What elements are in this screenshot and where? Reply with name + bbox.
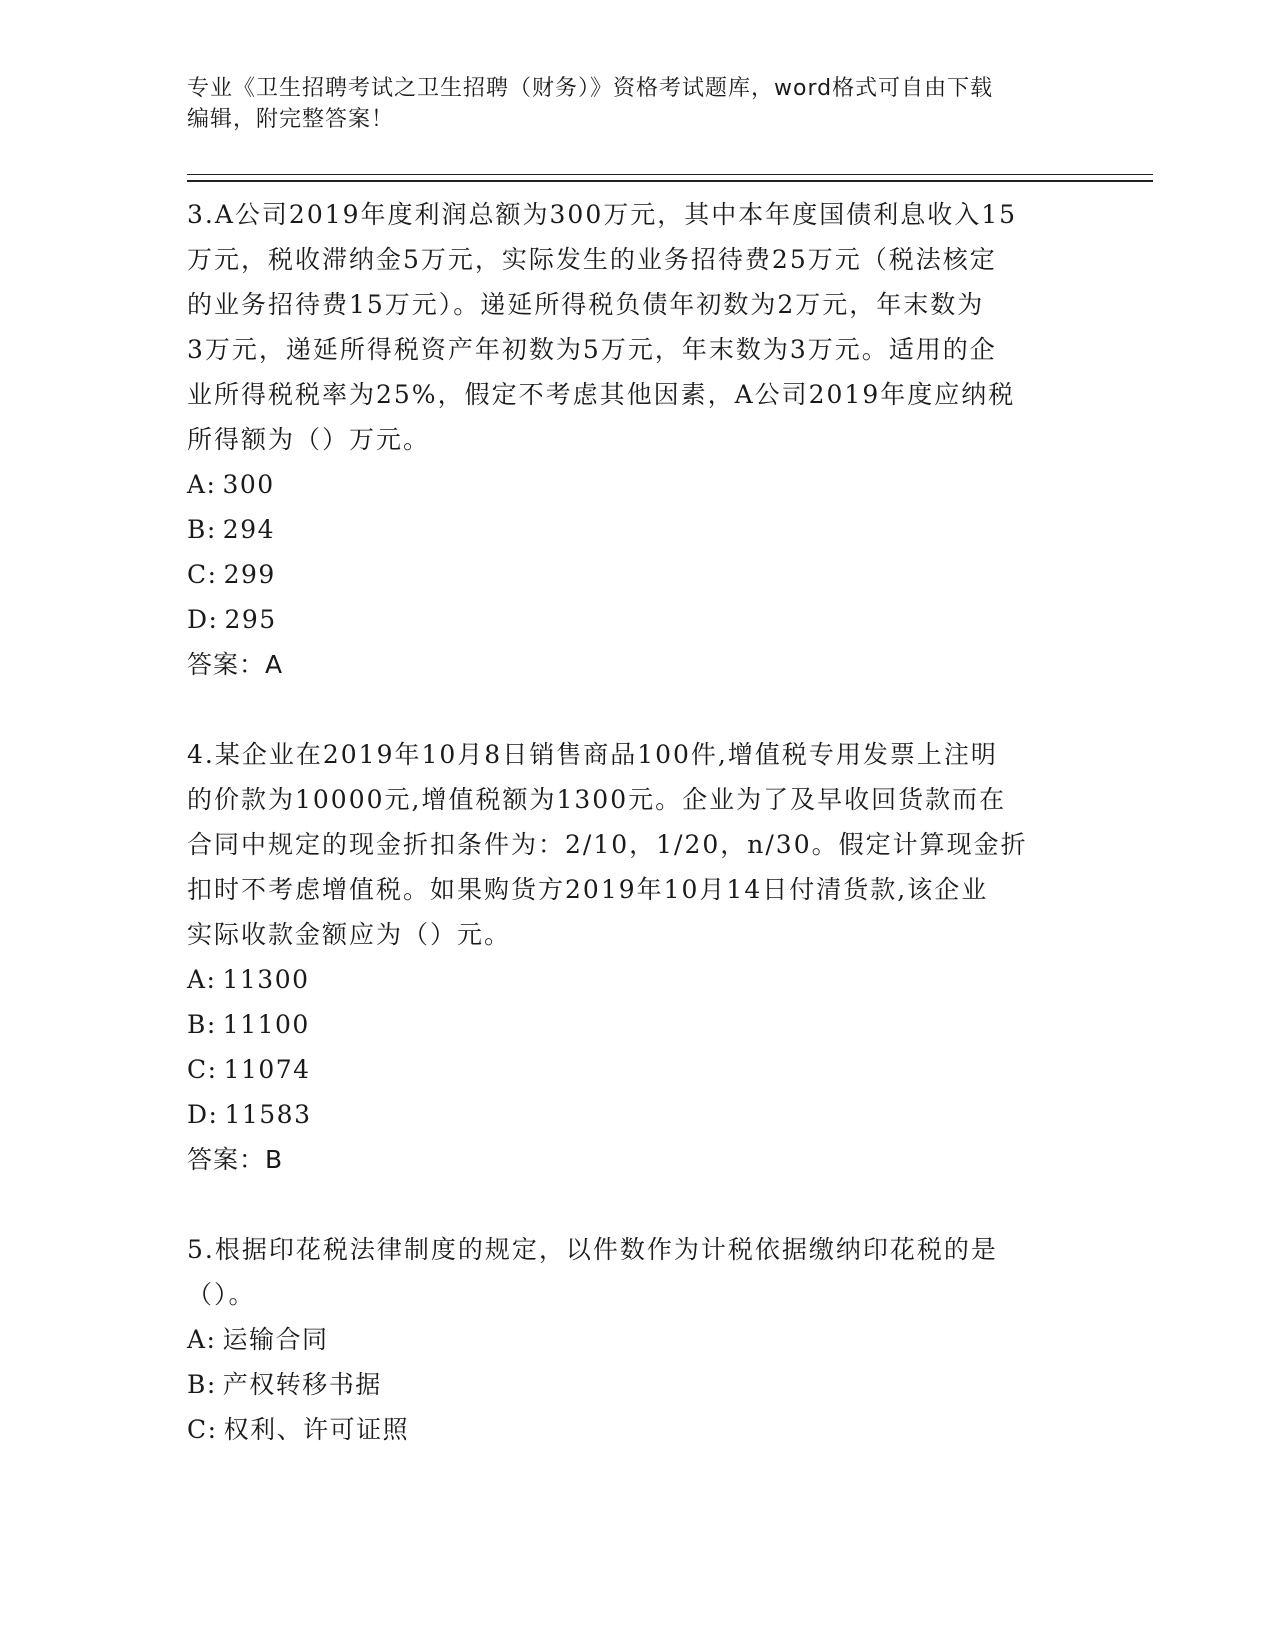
option-d [187, 597, 1087, 642]
option-text: 产权转移书据 [222, 1370, 382, 1399]
option-text: 权利、许可证照 [223, 1415, 410, 1444]
question-stem-line: 3.A公司2019年度利润总额为300万元，其中本年度国债利息收入15 [187, 200, 1018, 229]
option-label: A: [187, 1325, 217, 1354]
option-a [187, 1317, 1087, 1362]
option-a [187, 462, 1087, 507]
question-stem-line: 合同中规定的现金折扣条件为：2/10，1/20，n/30。假定计算现金折 [187, 830, 1028, 859]
option-text: 11583 [224, 1100, 312, 1129]
option-label: A: [187, 965, 217, 994]
option-label: C: [187, 560, 218, 589]
header-line-2: 编辑，附完整答案！ [187, 107, 395, 132]
answer-line: 答案：A [187, 650, 284, 679]
option-c [187, 552, 1087, 597]
option-text: 294 [222, 515, 276, 544]
question-stem-line: 业所得税税率为25%，假定不考虑其他因素，A公司2019年度应纳税 [187, 380, 1016, 409]
option-b [187, 1002, 1087, 1047]
question-stem-line: 3万元，递延所得税资产年初数为5万元，年末数为3万元。适用的企 [187, 335, 997, 364]
option-label: A: [187, 470, 217, 499]
option-label: D: [187, 605, 219, 634]
option-text: 11100 [222, 1010, 310, 1039]
option-label: D: [187, 1100, 219, 1129]
question-spacer [187, 1182, 1087, 1227]
option-text: 295 [224, 605, 277, 634]
option-c [187, 1047, 1087, 1092]
option-b [187, 1362, 1087, 1407]
document-header [187, 73, 1077, 135]
question-spacer [187, 687, 1087, 732]
option-a [187, 957, 1087, 1002]
question-3 [187, 192, 1087, 687]
option-c [187, 1407, 1087, 1452]
question-stem-line: 5.根据印花税法律制度的规定，以件数作为计税依据缴纳印花税的是 [187, 1235, 998, 1264]
answer-line: 答案：B [187, 1145, 284, 1174]
option-label: B: [187, 515, 217, 544]
option-d [187, 1092, 1087, 1137]
header-line-1: 专业《卫生招聘考试之卫生招聘（财务）》资格考试题库，word格式可自由下载 [187, 76, 994, 101]
question-4 [187, 732, 1087, 1182]
option-b [187, 507, 1087, 552]
option-text: 299 [223, 560, 276, 589]
header-divider-thick [187, 180, 1153, 182]
option-text: 11300 [222, 965, 310, 994]
question-stem-line: 的价款为10000元,增值税额为1300元。企业为了及早收回货款而在 [187, 785, 1007, 814]
question-list [187, 192, 1087, 1452]
option-label: B: [187, 1370, 217, 1399]
question-stem-line: 所得额为（）万元。 [187, 425, 431, 454]
question-stem-line: 的业务招待费15万元）。递延所得税负债年初数为2万元，年末数为 [187, 290, 985, 319]
header-divider-thin [187, 174, 1153, 175]
question-stem-line: 扣时不考虑增值税。如果购货方2019年10月14日付清货款,该企业 [187, 875, 989, 904]
option-label: B: [187, 1010, 217, 1039]
question-stem-line: （）。 [187, 1280, 256, 1309]
option-text: 300 [222, 470, 275, 499]
option-label: C: [187, 1415, 218, 1444]
question-stem-line: 实际收款金额应为（）元。 [187, 920, 512, 949]
question-stem-line: 万元，税收滞纳金5万元，实际发生的业务招待费25万元（税法核定 [187, 245, 997, 274]
option-text: 11074 [223, 1055, 311, 1084]
option-text: 运输合同 [222, 1325, 329, 1354]
question-stem-line: 4.某企业在2019年10月8日销售商品100件,增值税专用发票上注明 [187, 740, 998, 769]
question-5 [187, 1227, 1087, 1452]
option-label: C: [187, 1055, 218, 1084]
